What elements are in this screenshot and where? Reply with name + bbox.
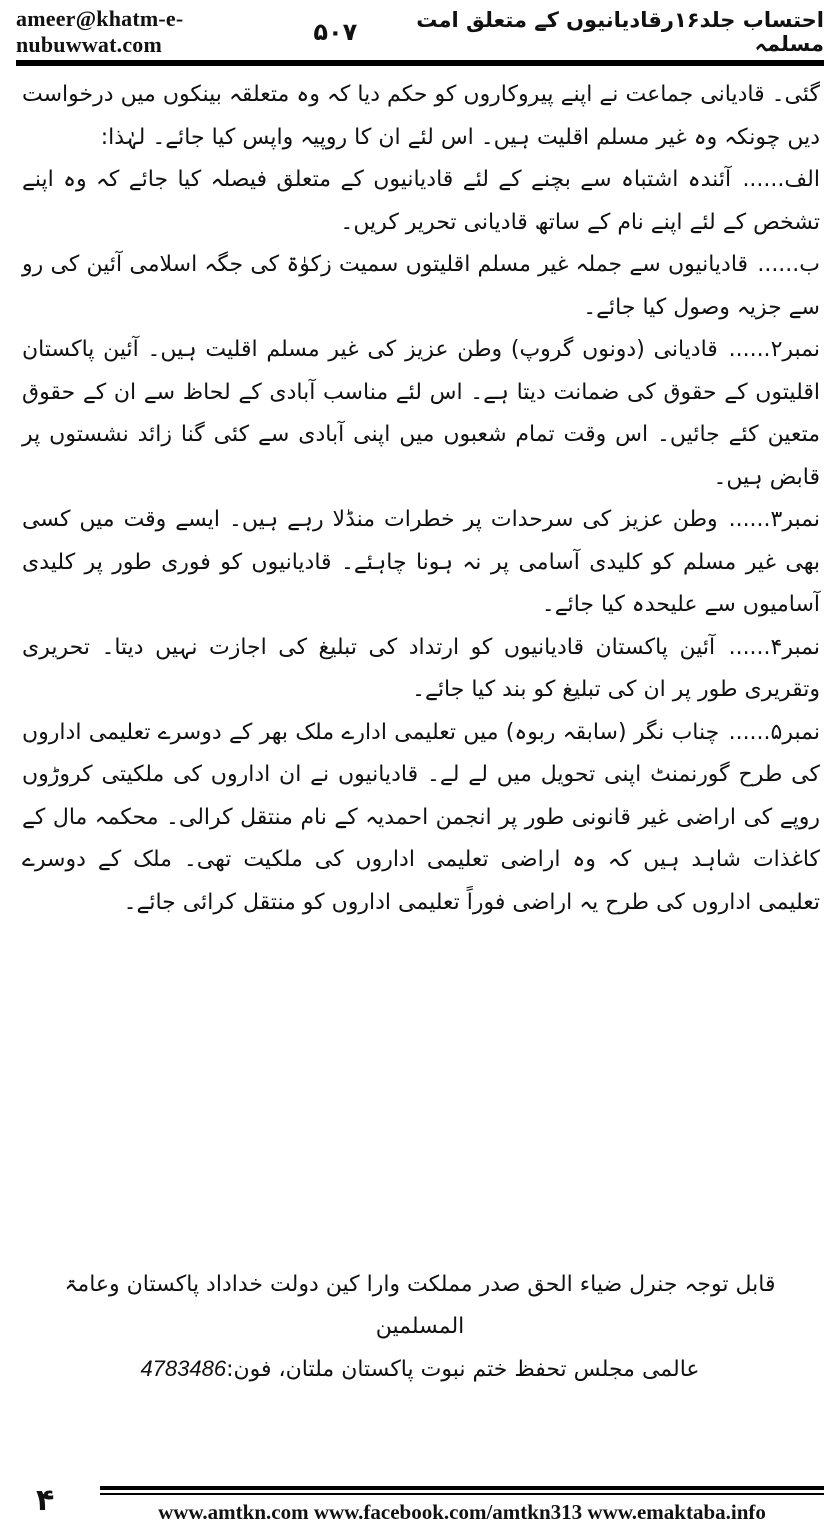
footer-rule-thin (100, 1493, 824, 1495)
page-header (16, 6, 824, 57)
header-email: ameer@khatm-e-nubuwwat.com (16, 6, 184, 57)
paragraph-intro: گئی۔ قادیانی جماعت نے اپنے پیروکاروں کو حکم دیا کہ وہ متعلقہ بینکوں میں درخواست دیں چونکہ وہ غیر مسلم اقلیت ہیں۔ اس لئے ان کا روپیہ واپس کیا جائے۔ لہٰذا: (22, 82, 820, 150)
closing-addressee: قابل توجہ جنرل ضیاء الحق صدر مملکت وارا کین دولت خداداد پاکستان وعامۃ المسلمین (64, 1272, 776, 1339)
paragraph-number-2 (22, 329, 820, 499)
document-body (22, 74, 820, 924)
closing-phone: 4783486 (140, 1356, 227, 1381)
paragraph-alif (22, 159, 820, 244)
item-text-4: آئین پاکستان قادیانیوں کو ارتداد کی تبلیغ کی اجازت نہیں دیتا۔ تحریری وتقریری طور پر ان کی تبلیغ کو بند کیا جائے۔ (22, 634, 820, 702)
item-marker-4: نمبر۴...... (728, 634, 820, 660)
item-text-5: چناب نگر (سابقہ ربوہ) میں تعلیمی ادارے ملک بھر کے دوسرے تعلیمی اداروں کی طرح گورنمنٹ اپنی تحویل میں لے لے۔ قادیانیوں نے ان اداروں کی ملکیتی کروڑوں روپے کی اراضی غیر قانونی طور پر انجمن احمدیہ کے نام منتقل کرالی۔ محکمہ مال کے کاغذات شاہد ہیں کہ وہ اراضی تعلیمی اداروں کی ملکیت تھی۔ ملک کے دوسرے تعلیمی اداروں کی طرح یہ اراضی فوراً تعلیمی اداروں کو منتقل کرائی جائے۔ (22, 719, 820, 915)
header-page-number: ۵۰۷ (313, 18, 358, 46)
item-marker-5: نمبر۵...... (728, 719, 820, 745)
footer-rule-thick (100, 1486, 824, 1490)
item-text-be: قادیانیوں سے جملہ غیر مسلم اقلیتوں سمیت زکوٰۃ کی جگہ اسلامی آئین کی رو سے جزیہ وصول کیا جائے۔ (22, 252, 820, 320)
footer-links: www.amtkn.com www.facebook.com/amtkn313 www.emaktaba.info (158, 1500, 766, 1524)
item-text-alif: آئندہ اشتباہ سے بچنے کے لئے قادیانیوں کے متعلق فیصلہ کیا جائے کہ وہ اپنے تشخص کے لئے اپنے نام کے ساتھ قادیانی تحریر کریں۔ (22, 167, 820, 235)
item-text-2: قادیانی (دونوں گروپ) وطن عزیز کی غیر مسلم اقلیت ہیں۔ آئین پاکستان اقلیتوں کے حقوق کی ضمانت دیتا ہے۔ اس لئے مناسب آبادی کے لحاظ سے ان کے حقوق متعین کئے جائیں۔ اس وقت تمام شعبوں میں اپنی آبادی سے کئی گنا زائد نشستوں پر قابض ہیں۔ (22, 337, 820, 490)
item-text-3: وطن عزیز کی سرحدات پر خطرات منڈلا رہے ہیں۔ ایسے وقت میں کسی بھی غیر مسلم کو کلیدی آسامی پر نہ ہونا چاہئے۔ قادیانیوں کو فوری طور پر کلیدی آسامیوں سے علیحدہ کیا جائے۔ (22, 507, 820, 617)
paragraph-number-3 (22, 499, 820, 627)
item-marker-2: نمبر۲...... (728, 337, 821, 362)
paragraph-number-5 (22, 712, 820, 925)
closing-block (20, 1264, 820, 1391)
item-marker-3: نمبر۳...... (728, 507, 820, 532)
paragraph-number-4 (22, 627, 820, 712)
header-rule (16, 60, 824, 66)
paragraph-be (22, 244, 820, 329)
closing-organization: عالمی مجلس تحفظ ختم نبوت پاکستان ملتان، فون: (226, 1357, 700, 1382)
footer-page-number: ۴ (36, 1483, 55, 1518)
header-title-group (313, 8, 824, 56)
item-marker-be: ب...... (757, 252, 820, 277)
header-title: احتساب جلد۱۶رقادیانیوں کے متعلق امت مسلمہ (416, 8, 824, 56)
closing-signature (20, 1348, 820, 1391)
item-marker-alif: الف...... (742, 167, 820, 192)
